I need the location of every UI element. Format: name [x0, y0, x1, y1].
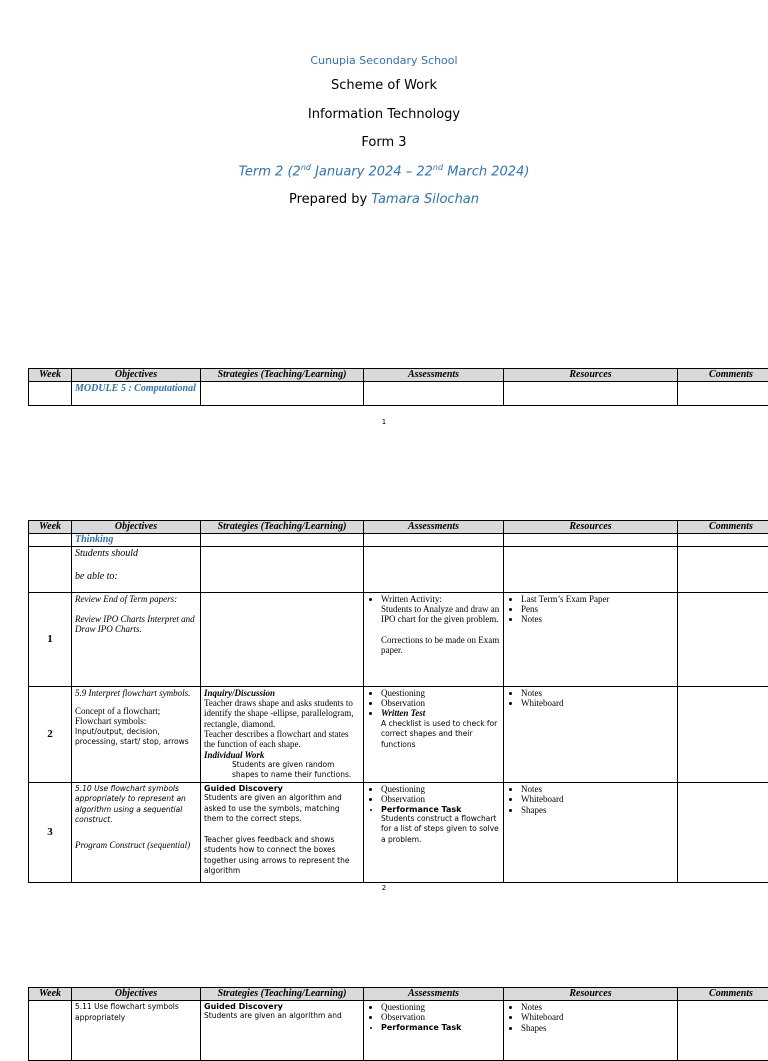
page-number: 1: [0, 418, 768, 426]
week-2-row: [29, 686, 768, 782]
scheme-table-page-1: [28, 368, 768, 406]
module-row: [29, 534, 768, 547]
subject-title: Information Technology: [0, 107, 768, 122]
week-2-comments: [678, 686, 768, 782]
scheme-table-page-3: [28, 987, 768, 1061]
column-header-strategies: Strategies (Teaching/Learning): [201, 521, 364, 534]
week-4-assessments: • Questioning • Observation • Performance Task: [364, 1001, 504, 1061]
week-3-assessments: • Questioning • Observation • Performance Task Students construct a flowchart for a list of steps given to solve a problem.: [364, 782, 504, 882]
column-header-week: Week: [29, 988, 72, 1001]
column-header-strategies: Strategies (Teaching/Learning): [201, 369, 364, 382]
week-3-resources: • Notes • Whiteboard • Shapes: [504, 782, 678, 882]
week-1-objectives: Review End of Term papers: Review IPO Charts Interpret and Draw IPO Charts.: [72, 592, 201, 686]
column-header-comments: Comments: [678, 988, 768, 1001]
week-3-strategies: Guided Discovery Students are given an algorithm and asked to use the symbols, matching them to the correct steps. Teacher gives feedback and shows students how to connect the boxes together using arrows to represent the algorithm: [201, 782, 364, 882]
week-1-row: [29, 592, 768, 686]
column-header-resources: Resources: [504, 369, 678, 382]
week-1-assessments: • Written Activity: Students to Analyze and draw an IPO chart for the given problem. Corrections to be made on Exam paper.: [364, 592, 504, 686]
prepared-by: Prepared by Tamara Silochan: [0, 192, 768, 207]
column-header-objectives: Objectives: [72, 369, 201, 382]
column-header-assessments: Assessments: [364, 988, 504, 1001]
column-header-objectives: Objectives: [72, 988, 201, 1001]
column-header-strategies: Strategies (Teaching/Learning): [201, 988, 364, 1001]
column-header-resources: Resources: [504, 988, 678, 1001]
week-3-objectives: 5.10 Use flowchart symbols appropriately to represent an algorithm using a sequential construct. Program Construct (sequential): [72, 782, 201, 882]
week-2-assessments: • Questioning • Observation • Written Test A checklist is used to check for correct shapes and their functions: [364, 686, 504, 782]
column-header-objectives: Objectives: [72, 521, 201, 534]
table-header-row: [29, 521, 768, 534]
week-number: 3: [29, 782, 72, 882]
column-header-week: Week: [29, 369, 72, 382]
document-title: Scheme of Work: [0, 78, 768, 93]
week-4-objectives: 5.11 Use flowchart symbols appropriately: [72, 1001, 201, 1061]
scheme-table-page-2: [28, 520, 768, 883]
school-name: Cunupia Secondary School: [0, 54, 768, 67]
week-4-comments: [678, 1001, 768, 1061]
column-header-comments: Comments: [678, 369, 768, 382]
column-header-week: Week: [29, 521, 72, 534]
week-4-strategies: Guided Discovery Students are given an algorithm and: [201, 1001, 364, 1061]
objectives-intro: Students should be able to:: [72, 546, 201, 592]
intro-row: [29, 546, 768, 592]
week-1-resources: • Last Term’s Exam Paper • Pens • Notes: [504, 592, 678, 686]
form-title: Form 3: [0, 135, 768, 150]
week-number: 2: [29, 686, 72, 782]
table-header-row: [29, 369, 768, 382]
week-4-resources: • Notes • Whiteboard • Shapes: [504, 1001, 678, 1061]
week-3-comments: [678, 782, 768, 882]
term-dates: Term 2 (2nd January 2024 – 22nd March 2024): [0, 163, 768, 179]
week-1-comments: [678, 592, 768, 686]
column-header-assessments: Assessments: [364, 369, 504, 382]
week-number: 1: [29, 592, 72, 686]
page-number: 2: [0, 884, 768, 892]
week-4-row: [29, 1001, 768, 1061]
week-2-objectives: 5.9 Interpret flowchart symbols. Concept of a flowchart; Flowchart symbols: Input/output, decision, processing, start/ stop, arrows: [72, 686, 201, 782]
module-row: [29, 382, 768, 406]
teacher-name: Tamara Silochan: [371, 192, 479, 207]
column-header-comments: Comments: [678, 521, 768, 534]
week-2-resources: • Notes • Whiteboard: [504, 686, 678, 782]
week-3-row: [29, 782, 768, 882]
week-2-strategies: Inquiry/Discussion Teacher draws shape and asks students to identify the shape -ellipse, parallelogram, rectangle, diamond. Teacher describes a flowchart and states the function of each shape. Individual Work Students are given random shapes to name their functions.: [201, 686, 364, 782]
module-title-cont: Thinking: [72, 534, 201, 547]
column-header-resources: Resources: [504, 521, 678, 534]
week-1-strategies: [201, 592, 364, 686]
table-header-row: [29, 988, 768, 1001]
module-title: MODULE 5 : Computational: [72, 382, 201, 406]
column-header-assessments: Assessments: [364, 521, 504, 534]
